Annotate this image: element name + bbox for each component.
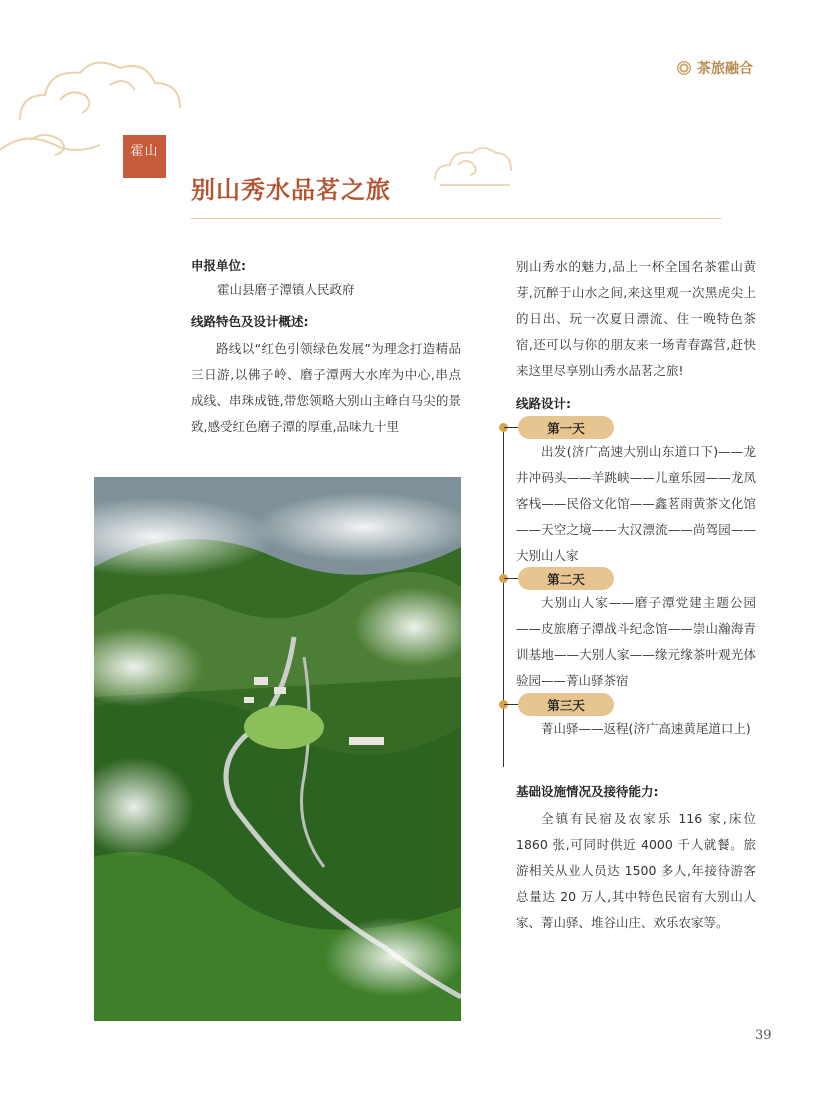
timeline-line [503,423,504,767]
overview-text-continued: 别山秀水的魅力,品上一杯全国名茶霍山黄芽,沉醉于山水之间,来这里观一次黑虎尖上的日出、玩一次夏日漂流、住一晚特色茶宿,还可以与你的朋友来一场青春露营,赶快来这里尽享别山秀水品茗之旅! [516,259,756,378]
decorative-cloud-icon [0,40,230,180]
place-badge: 霍山 [123,135,166,178]
infrastructure-section [516,782,756,936]
title-divider [191,218,721,219]
left-column [191,256,461,440]
infrastructure-text: 全镇有民宿及农家乐 116 家,床位 1860 张,可同时供近 4000 千人就餐。旅游相关从业人员达 1500 多人,年接待游客总量达 20 万人,其中特色民宿有大别山人家、菁山驿、堆谷山庄、欢乐农家等。 [516,811,756,930]
timeline-connector [504,704,518,705]
overview-heading: 线路特色及设计概述: [191,314,309,329]
day-badge-2: 第二天 [518,567,614,590]
circle-ornament-icon [677,61,691,75]
timeline-connector [504,578,518,579]
page-title: 别山秀水品茗之旅 [191,176,391,204]
section-tag-label: 茶旅融合 [697,61,753,77]
route-heading: 线路设计: [516,396,571,411]
timeline-connector [504,427,518,428]
overview-text: 路线以“红色引领绿色发展”为理念打造精品三日游,以佛子岭、磨子潭两大水库为中心,串点成线、串珠成链,带您领略大别山主峰白马尖的景致,感受红色磨子潭的厚重,品味九十里 [191,341,461,434]
day-badge-1: 第一天 [518,416,614,439]
page-number: 39 [755,1028,772,1043]
day-route-2: 大别山人家——磨子潭党建主题公园——皮旅磨子潭战斗纪念馆——崇山瀚海青训基地——大别人家——缘元缘茶叶观光体验园——菁山驿茶宿 [516,595,756,688]
day-badge-3: 第三天 [518,693,614,716]
section-tag [677,58,753,78]
applicant-heading: 申报单位: [191,258,246,273]
landscape-illustration [94,477,461,1021]
aerial-valley-photo [94,477,461,1021]
applicant-name: 霍山县磨子潭镇人民政府 [217,282,355,297]
infrastructure-heading: 基础设施情况及接待能力: [516,784,659,799]
decorative-cloud-icon [430,140,515,190]
right-column [516,254,756,418]
day-route-1: 出发(济广高速大别山东道口下)——龙井冲码头——羊跳峡——儿童乐园——龙凤客栈——民俗文化馆——鑫茗雨黄茶文化馆——天空之境——大汉漂流——尚驾园——大别山人家 [516,444,756,563]
day-route-3: 菁山驿——返程(济广高速黄尾道口上) [541,721,751,736]
